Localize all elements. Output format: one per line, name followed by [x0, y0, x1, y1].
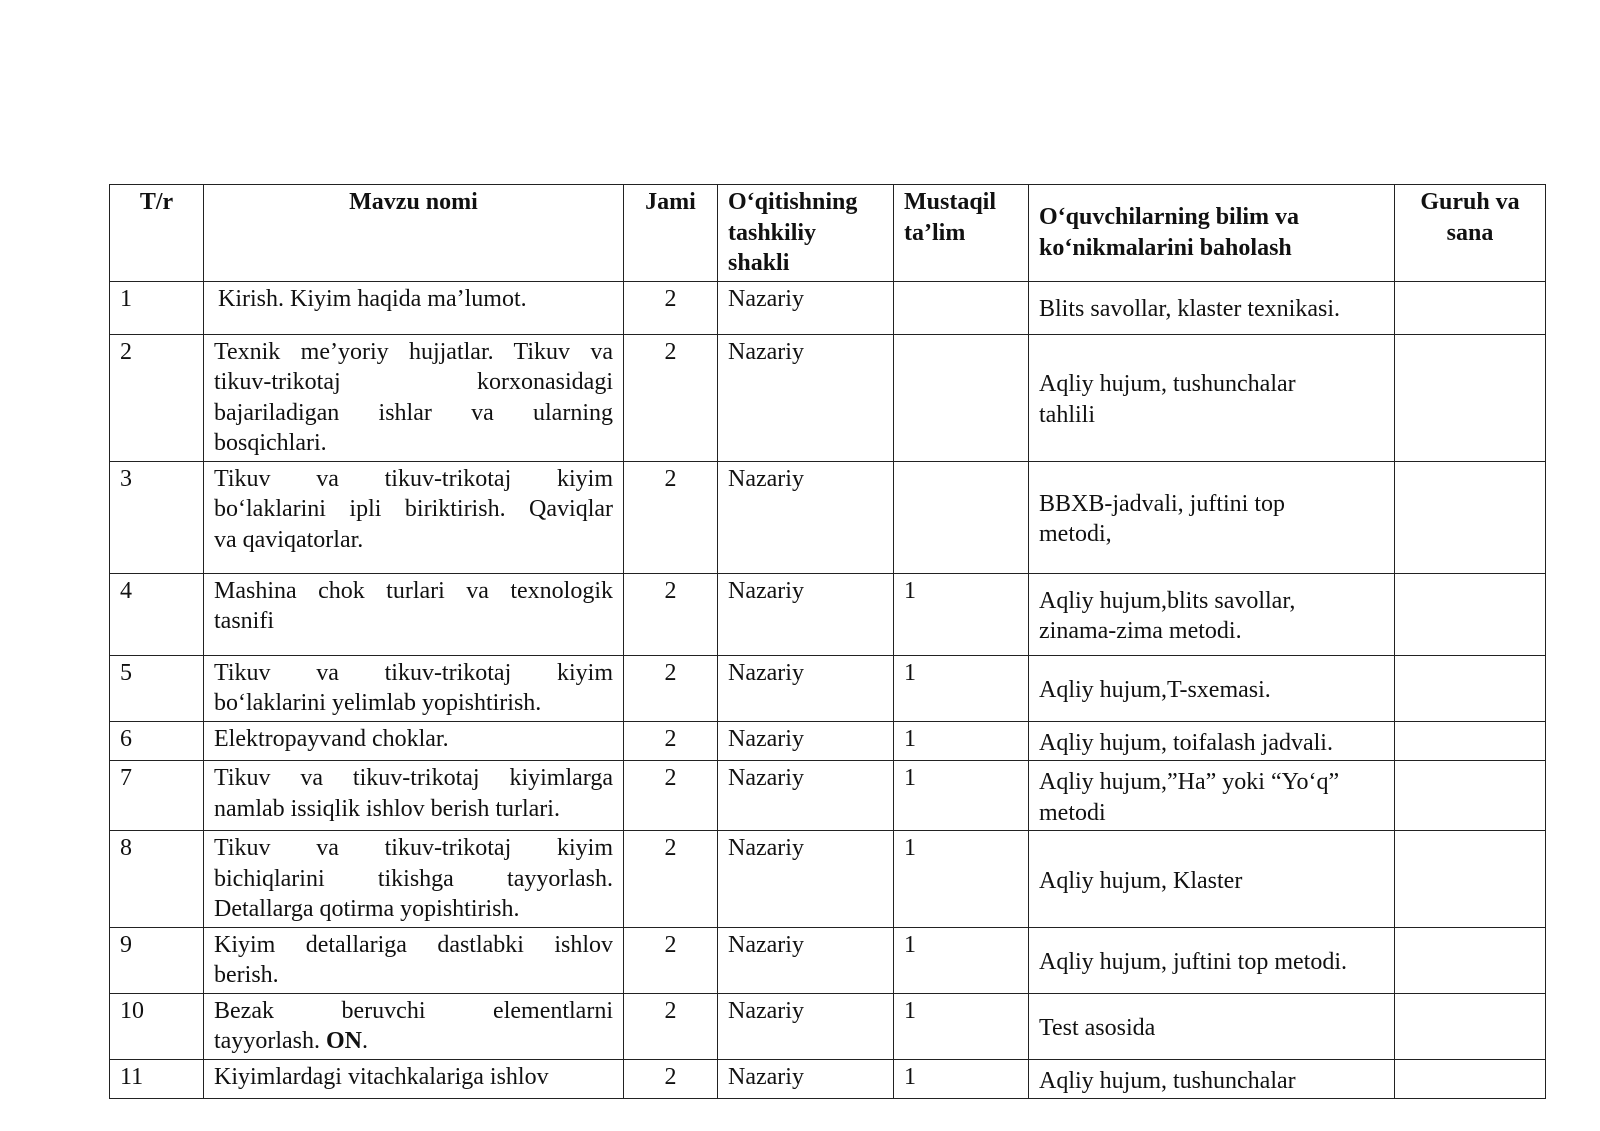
- row-teaching-form: Nazariy: [718, 334, 894, 461]
- header-form: [718, 185, 894, 282]
- header-form-line: shakli: [728, 250, 790, 276]
- row-assessment: [1029, 927, 1395, 993]
- row-assessment: [1029, 993, 1395, 1059]
- row-self-study: 1: [894, 573, 1029, 655]
- row-assessment: [1029, 1059, 1395, 1099]
- row-number: 2: [110, 334, 204, 461]
- row-teaching-form: Nazariy: [718, 927, 894, 993]
- row-teaching-form: Nazariy: [718, 831, 894, 928]
- header-form-line: O‘qitishning: [728, 189, 858, 215]
- row-group-date: [1395, 461, 1546, 573]
- row-self-study: 1: [894, 721, 1029, 761]
- row-topic: [204, 927, 624, 993]
- assessment-line: metodi: [1039, 799, 1106, 826]
- row-topic: [204, 281, 624, 334]
- assessment-line: Aqliy hujum,”Ha” yoki “Yo‘q”: [1039, 769, 1340, 795]
- row-topic: [204, 761, 624, 831]
- topic-line: Tikuv va tikuv-trikotaj kiyim: [214, 465, 613, 492]
- row-number: 5: [110, 655, 204, 721]
- row-topic: [204, 1059, 624, 1099]
- row-group-date: [1395, 761, 1546, 831]
- assessment-line: Aqliy hujum, juftini top metodi.: [1039, 948, 1347, 975]
- row-group-date: [1395, 655, 1546, 721]
- row-number: 1: [110, 281, 204, 334]
- row-topic: [204, 334, 624, 461]
- assessment-line: metodi,: [1039, 521, 1112, 547]
- row-self-study: 1: [894, 993, 1029, 1059]
- table-row: [110, 281, 1546, 334]
- row-self-study: 1: [894, 1059, 1029, 1099]
- table-row: [110, 655, 1546, 721]
- table-row: [110, 461, 1546, 573]
- table-row: [110, 334, 1546, 461]
- row-topic: [204, 461, 624, 573]
- row-topic: [204, 573, 624, 655]
- row-self-study: 1: [894, 831, 1029, 928]
- row-group-date: [1395, 573, 1546, 655]
- row-teaching-form: Nazariy: [718, 461, 894, 573]
- topic-line: Kiyimlardagi vitachkalariga ishlov: [214, 1063, 549, 1090]
- row-group-date: [1395, 927, 1546, 993]
- assessment-line: tahlili: [1039, 401, 1095, 428]
- row-assessment: [1029, 573, 1395, 655]
- row-self-study: [894, 461, 1029, 573]
- row-total-hours: 2: [624, 655, 718, 721]
- row-assessment: [1029, 334, 1395, 461]
- lesson-plan-sheet: [109, 184, 1545, 1099]
- topic-line: bo‘laklarini ipli biriktirish. Qaviqlar: [214, 496, 613, 522]
- header-group-line: sana: [1446, 219, 1494, 246]
- row-number: 9: [110, 927, 204, 993]
- row-number: 11: [110, 1059, 204, 1099]
- assessment-line: zinama-zima metodi.: [1039, 618, 1242, 644]
- assessment-line: Aqliy hujum, tushunchalar: [1039, 1067, 1296, 1094]
- row-assessment: [1029, 761, 1395, 831]
- row-total-hours: 2: [624, 831, 718, 928]
- row-total-hours: 2: [624, 927, 718, 993]
- topic-line: Kirish. Kiyim haqida ma’lumot.: [218, 285, 527, 312]
- row-topic: [204, 831, 624, 928]
- header-total: Jami: [624, 185, 718, 282]
- row-number: 10: [110, 993, 204, 1059]
- row-teaching-form: Nazariy: [718, 1059, 894, 1099]
- topic-line: [214, 1026, 613, 1057]
- row-assessment: [1029, 281, 1395, 334]
- header-assess-line: ko‘nikmalarini baholash: [1039, 234, 1292, 261]
- row-number: 8: [110, 831, 204, 928]
- row-self-study: 1: [894, 655, 1029, 721]
- row-group-date: [1395, 831, 1546, 928]
- table-body: [110, 281, 1546, 1099]
- assessment-line: Test asosida: [1039, 1014, 1156, 1041]
- row-number: 6: [110, 721, 204, 761]
- row-total-hours: 2: [624, 334, 718, 461]
- row-total-hours: 2: [624, 721, 718, 761]
- row-topic: [204, 655, 624, 721]
- topic-line-text: tayyorlash.: [214, 1028, 326, 1054]
- topic-line: bajariladigan ishlar va ularning: [214, 399, 613, 426]
- assessment-line: Aqliy hujum, Klaster: [1039, 867, 1243, 894]
- topic-line: Texnik me’yoriy hujjatlar. Tikuv va: [214, 338, 613, 365]
- row-teaching-form: Nazariy: [718, 281, 894, 334]
- row-group-date: [1395, 993, 1546, 1059]
- row-group-date: [1395, 334, 1546, 461]
- row-number: 4: [110, 573, 204, 655]
- row-teaching-form: Nazariy: [718, 993, 894, 1059]
- header-assess-line: O‘quvchilarning bilim va: [1039, 204, 1300, 231]
- row-group-date: [1395, 721, 1546, 761]
- topic-line: Elektropayvand choklar.: [214, 725, 449, 752]
- topic-line: berish.: [214, 962, 279, 988]
- header-tr: T/r: [110, 185, 204, 282]
- topic-line: bichiqlarini tikishga tayyorlash.: [214, 865, 613, 892]
- header-assessment: [1029, 185, 1395, 282]
- row-self-study: 1: [894, 927, 1029, 993]
- row-total-hours: 2: [624, 761, 718, 831]
- topic-line: namlab issiqlik ishlov berish turlari.: [214, 795, 560, 822]
- row-assessment: [1029, 655, 1395, 721]
- topic-line: tikuv-trikotaj korxonasidagi: [214, 369, 613, 395]
- row-total-hours: 2: [624, 993, 718, 1059]
- header-self-line: ta’lim: [904, 219, 966, 246]
- row-topic: [204, 721, 624, 761]
- row-self-study: [894, 334, 1029, 461]
- table-row: [110, 761, 1546, 831]
- row-teaching-form: Nazariy: [718, 721, 894, 761]
- topic-line: Mashina chok turlari va texnologik: [214, 577, 613, 604]
- row-teaching-form: Nazariy: [718, 761, 894, 831]
- topic-line: Detallarga qotirma yopishtirish.: [214, 896, 520, 922]
- table-row: [110, 831, 1546, 928]
- header-group-line: Guruh va: [1420, 189, 1520, 215]
- topic-line: bosqichlari.: [214, 430, 327, 456]
- topic-line: Kiyim detallariga dastlabki ishlov: [214, 931, 613, 958]
- row-total-hours: 2: [624, 461, 718, 573]
- row-number: 7: [110, 761, 204, 831]
- table-row: [110, 993, 1546, 1059]
- table-row: [110, 927, 1546, 993]
- topic-line: Tikuv va tikuv-trikotaj kiyim: [214, 835, 613, 861]
- row-teaching-form: Nazariy: [718, 655, 894, 721]
- row-total-hours: 2: [624, 573, 718, 655]
- assessment-line: Aqliy hujum, tushunchalar: [1039, 371, 1296, 397]
- topic-line: va qaviqatorlar.: [214, 526, 364, 553]
- lesson-plan-table: [109, 184, 1546, 1099]
- header-group-date: [1395, 185, 1546, 282]
- assessment-line: Aqliy hujum,T-sxemasi.: [1039, 676, 1271, 703]
- topic-tail: .: [361, 1028, 368, 1054]
- table-row: [110, 573, 1546, 655]
- assessment-line: Aqliy hujum,blits savollar,: [1039, 587, 1296, 614]
- assessment-line: BBXB-jadvali, juftini top: [1039, 490, 1285, 517]
- topic-line: Tikuv va tikuv-trikotaj kiyimlarga: [214, 765, 613, 791]
- assessment-line: Aqliy hujum, toifalash jadvali.: [1039, 729, 1333, 756]
- row-teaching-form: Nazariy: [718, 573, 894, 655]
- topic-line: Tikuv va tikuv-trikotaj kiyim: [214, 659, 613, 686]
- table-row: [110, 721, 1546, 761]
- header-topic: Mavzu nomi: [204, 185, 624, 282]
- row-total-hours: 2: [624, 1059, 718, 1099]
- row-number: 3: [110, 461, 204, 573]
- topic-bold-mark: ON: [325, 1028, 362, 1054]
- header-self-line: Mustaqil: [904, 189, 997, 215]
- row-self-study: 1: [894, 761, 1029, 831]
- row-group-date: [1395, 1059, 1546, 1099]
- row-group-date: [1395, 281, 1546, 334]
- row-topic: [204, 993, 624, 1059]
- header-form-line: tashkiliy: [728, 219, 817, 246]
- row-assessment: [1029, 721, 1395, 761]
- row-assessment: [1029, 831, 1395, 928]
- row-assessment: [1029, 461, 1395, 573]
- topic-line: Bezak beruvchi elementlarni: [214, 997, 613, 1024]
- row-total-hours: 2: [624, 281, 718, 334]
- header-row: [110, 185, 1546, 282]
- table-row: [110, 1059, 1546, 1099]
- topic-line: bo‘laklarini yelimlab yopishtirish.: [214, 690, 542, 716]
- assessment-line: Blits savollar, klaster texnikasi.: [1039, 296, 1340, 323]
- topic-line: tasnifi: [214, 608, 274, 634]
- row-self-study: [894, 281, 1029, 334]
- header-self-study: [894, 185, 1029, 282]
